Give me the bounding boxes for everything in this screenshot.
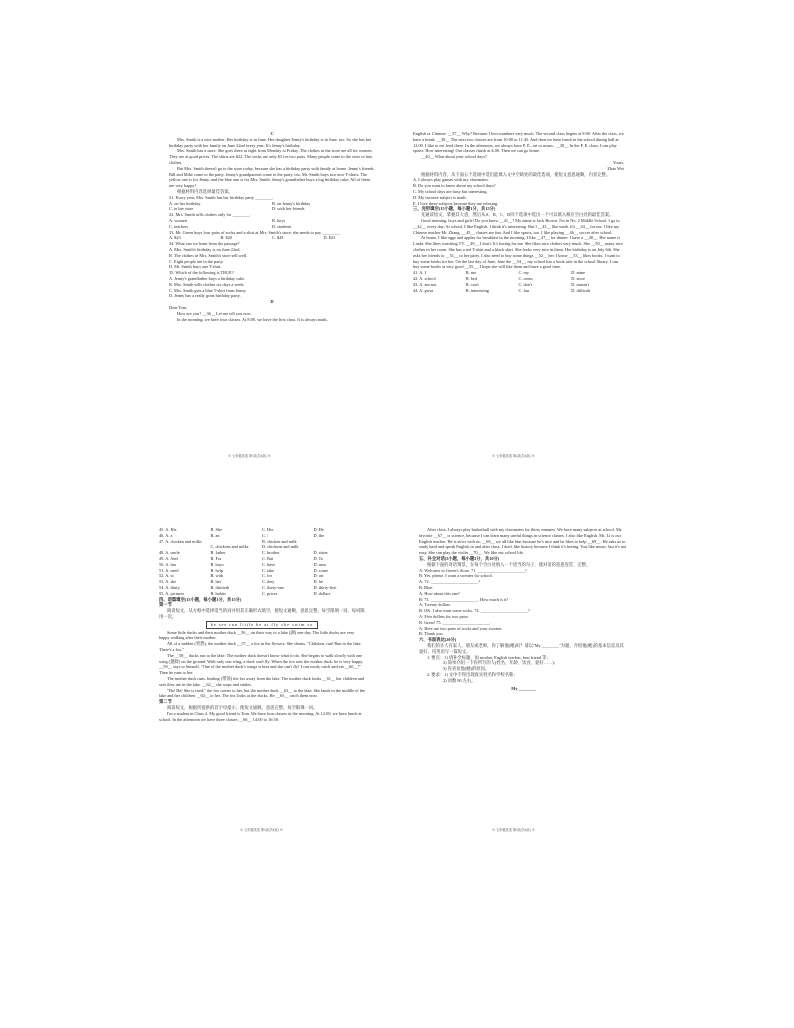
passage-paragraph: I'm a student in Class 4. My good friend is Tom. We have four classes in the morning. At 12:00, we have lunch at school. In the afternoon we have three classes __66__ 14:00 to 16:30.	[159, 710, 362, 722]
option: D. mine	[571, 270, 586, 276]
section-title: 六、书面表达(20分)	[419, 637, 457, 643]
option: B. on Jenny's birthday	[272, 200, 311, 206]
option: 48. A. uncle	[159, 550, 180, 556]
passage-paragraph: The mother duck runs, leading (带领) the fox away from the lake. The mother duck looks __61__ her children and sees they are in the lake. __62__ she stops and smiles.	[159, 675, 365, 687]
option: B. Do you want to know about my school days?	[413, 183, 496, 189]
letter-line: Dear Tom,	[169, 304, 188, 310]
option: D. he	[313, 579, 323, 585]
option: C. don't	[518, 281, 532, 287]
passage-paragraph: Mrs. Smith has a store. She goes there at eight from Monday to Friday. The clothes in the store are all for women. They are at good prices. The skirts are $22. The socks are only $3 for two pairs. Many people come to the store to buy clothes.	[169, 148, 373, 165]
instruction: 先通读短文，掌握其大意，然后从A、B、C、D四个选项中选出一个可以填入相应空白处的最佳答案。	[421, 212, 614, 218]
option: D. dollars	[313, 590, 331, 596]
requirement: 3) 你喜欢他(她)的原因。	[443, 666, 490, 672]
option: D. Mr. Smith buys one T-shirt.	[169, 264, 222, 270]
dialog-line: B: OK. I also want some socks. 74. ______________________?	[419, 608, 530, 614]
option: B. help	[210, 567, 223, 573]
requirement: 2) 简单介绍一下你所写的人(姓名、年龄、饮食、爱好……)；	[443, 660, 558, 666]
option: D. store	[571, 275, 585, 281]
option: 53. A. she	[159, 579, 177, 585]
passage-paragraph: After class, I always play basketball with my classmates for thirty minutes. We have many subjects at school. My favorite __67__ is science, because I can learn many useful things in science classes. I also like English. Mr. Li is our English teacher. He is strict with us, __68__ we all like him because he's nice and he likes to help __69__. He asks us to study hard and speak English in and after class. I don't like history because I think it's boring. You like music, but it's not easy. She can play the violin __70__. We like our school life.	[419, 527, 627, 556]
option: B. She	[210, 527, 222, 532]
passage-paragraph: The __58__ ducks run to the lake. The mother duck doesn't know what to do. She begins to walk slowly with one wing (翅膀) on the ground. With only one wing, a duck can't fly. When the fox sees the mother duck, he is very happy. __59__ says to himself, "One of the mother duck's wings is hurt and she can't fly! I can easily catch and eat __60__!" Then he runs to her.	[159, 652, 364, 676]
option: B. thirtieth	[210, 584, 230, 590]
option: B. me	[465, 270, 477, 276]
passage-paragraph: All of a sudden (突然), the mother duck __57__ a fox in the flowers. She shouts, "Children, run! Run to the lake. There's a fox."	[159, 641, 362, 652]
option: D. students	[272, 223, 292, 229]
option: D. with her friends	[272, 206, 305, 212]
option: 42. A. school	[413, 275, 436, 281]
requirement: 2. 要求：1) 文中不得出现真实姓名和学校名称；	[427, 671, 518, 677]
option: 47. A. chicken and milks	[159, 538, 202, 544]
option: 52. A. to	[159, 573, 174, 579]
option: 50. A. has	[159, 561, 177, 567]
passage-paragraph: At home, I like eggs and apples for breakfast in the morning. I like __47__ for dinner. I have a __48__. Her name is Linda. She likes watching TV. __49__ I don't. It's boring for me. She likes nice clothes very much. She __50__ many nice clothes in her room. She has a red T-shirt and a black skirt. She looks very nice in them. Her birthday is on July 6th. She asks her friends to __51__ to her party. I also need to buy some things __52__ her. I know __53__ likes books. I want to buy some books for her. On the last day of June, June the __54__, my school has a book sale in the school library. I can buy some books at very good __55__. I hope she will like them and have a good time.	[413, 235, 623, 270]
page-section-c	[169, 131, 375, 322]
option: A. Mrs. Smith's birthday is on June 22nd.	[169, 246, 241, 252]
option: C. prices	[262, 590, 278, 596]
dialog-line: B: Thank you.	[419, 631, 444, 637]
option: B. buys	[210, 561, 224, 567]
dialog-line: B: Great! 75. ______________________.	[419, 619, 491, 625]
option: D. My favorite subject is math.	[413, 194, 467, 200]
option: D. come	[313, 567, 329, 573]
instruction: 我们的亲人有家人、朋友或老师，你了解他(她)吗？请以"My ________"为题，介绍他(她)的基本信息及其爱好，用英语写一篇短文。	[419, 642, 624, 654]
option: 44. A. great	[413, 287, 434, 293]
option: C. thirty-one	[262, 584, 284, 590]
instruction: 根据材料内容，从下面五个选项中选出能填入文中空缺处的最佳选项，使短文意思通顺，内容完整。	[421, 171, 611, 177]
letter-paragraph: __40__ What about your school days?	[421, 154, 487, 160]
option: C. Mrs. Smith gets a blue T-shirt from Jenny.	[169, 287, 247, 293]
option: B. with	[210, 573, 224, 579]
choice-row	[413, 288, 624, 294]
option: B. boys	[272, 217, 286, 223]
option: D. thirty-first	[313, 584, 337, 590]
instruction: 阅读短文，从方框中选择适当的词并用其正确形式填空，使短文通顺，意思完整。每空限填一词，每词限用一次。	[159, 608, 365, 619]
question-stem: 33. Mr. Green buys four pairs of socks and a skirt at Mrs. Smith's store, she needs to pay ________.	[169, 229, 341, 235]
part-title: 第二节	[159, 699, 172, 705]
page-footer: ※ 七年级英语 第5页(共8页) ※	[240, 828, 283, 832]
option: 54. A. thirty	[159, 584, 180, 590]
option: B. $20	[220, 235, 232, 241]
option: B. For	[210, 555, 222, 561]
option: D. difficult	[571, 287, 591, 293]
question-stem: 35. Which of the following is TRUE?	[169, 270, 234, 276]
page-footer: ※ 七年级英语 第4页(共8页) ※	[492, 454, 535, 458]
passage-paragraph: Good morning, boys and girls! Do you know __41__? My name is Jack Brown. I'm in No. 2 Middle School. I go to __42__ every day. At school, I like English. I think it's interesting. But I __43__ like math. It's __44__ for me. I like my Chinese teacher Mr. Zhang. __45__ classes are fun. And I like sports, too. I like playing __46__ soccer after school.	[413, 217, 620, 235]
option: D. He	[313, 527, 324, 532]
option: C. $28	[272, 235, 284, 241]
word-box-row	[159, 621, 365, 629]
option: A. Jenny's grandfather buys a birthday cake.	[169, 275, 246, 281]
option: C. But	[262, 555, 274, 561]
option: 49. A. And	[159, 555, 178, 561]
instruction: 阅读短文，根据所提供的首字母提示，使短文通顺，意思完整。每空限填一词。	[167, 704, 318, 710]
option: D. To	[313, 555, 324, 561]
option: B. The clothes in Mrs. Smith's store sell well.	[169, 252, 248, 258]
option: D. on	[313, 573, 324, 579]
letter-signature: Zhao Wei	[607, 165, 624, 171]
page-writing	[419, 527, 628, 691]
section-c-heading: C	[270, 131, 274, 136]
option: B. can't	[465, 281, 479, 287]
dialog-line: A: How about this one?	[419, 590, 460, 596]
option: C. for	[262, 573, 273, 579]
option: B. chicken and milk	[262, 538, 297, 544]
option: A. women	[169, 217, 187, 223]
option: A. $23	[169, 235, 181, 241]
dialog-line: A: Here are two pairs of socks and your sweater.	[419, 625, 503, 631]
letter-line: In the morning, we have four classes. At 8:00, we have the first class. It is always math,	[177, 316, 328, 322]
dialog-line: B: 73. ______________________. How much is it?	[419, 596, 509, 602]
option: B. father	[210, 550, 226, 556]
section-title: 四、语篇填空(15小题，每小题1分，共15分)	[159, 596, 242, 602]
option: B. habits	[210, 590, 226, 596]
dialog-line: B: Blue.	[419, 584, 434, 590]
option: 45. A. His	[159, 527, 177, 532]
question-stem: 31. Every year, Mrs. Smith has her birthday party ________.	[169, 194, 274, 200]
section-title: 五、补全对话(5小题，每小题2分，共10分)	[419, 555, 500, 561]
option: D. runs	[313, 561, 327, 567]
page-cloze-cont	[159, 527, 365, 722]
option: C. teachers	[169, 223, 189, 229]
option: B. an	[210, 532, 220, 538]
option: D. Jenny has a really great birthday party.	[169, 293, 241, 299]
option: C. /	[262, 532, 269, 538]
option: D. $23	[323, 235, 336, 241]
option: C. Her	[262, 527, 274, 532]
dialog-line: B: Yes, please. I want a sweater for school.	[419, 573, 493, 579]
question-stem: 32. Mrs. Smith sells clothes only for ________.	[169, 212, 251, 218]
option: C. have	[262, 561, 276, 567]
passage-paragraph: Mrs. Smith is a nice mother. Her birthday is in June. Her daughter Jenny's birthday is in June, too. So she has her birthday party with her family on June 22nd every year. It's Jenny's birthday.	[169, 136, 372, 148]
option: B. bed	[465, 275, 477, 281]
passage-paragraph: Some little ducks and their mother duck __56__ on their way to a lake (湖) one day. The little ducks are very happy walking after their mother.	[159, 629, 355, 641]
option: C. my	[518, 270, 530, 276]
section-d-heading: D	[270, 299, 274, 305]
dialog-line: A: Welcome to Green's Store. 71. ______________________?	[419, 567, 527, 573]
page-footer: ※ 七年级英语 第3页(共8页) ※	[228, 454, 271, 458]
requirement: 2) 词数 80 左右。	[443, 677, 476, 683]
option: C. My school days are busy but interesting.	[413, 188, 488, 194]
option: 51. A. need	[159, 567, 179, 573]
word-box: be see run little he at fly she swim so	[206, 621, 319, 629]
letter-line: How are you? __36__ Let me tell you now.	[177, 310, 252, 316]
option-row	[169, 224, 375, 230]
option: A. on her birthday	[169, 200, 201, 206]
option: C. room	[518, 275, 533, 281]
dialog-line: A: Twenty dollars.	[419, 602, 451, 608]
passage-paragraph: "Ha! Ha! She is tired," the fox comes to her, but the mother duck __63__ to the lake. She lands in the middle of the lake and her children __64__ to her. The fox looks at the ducks. He __65__ catch them now.	[159, 687, 365, 699]
part-title: 第一节	[159, 602, 172, 608]
question-stem: 34. What can we learn from the passage?	[169, 241, 240, 247]
option: C. in her store	[169, 206, 194, 212]
option: D. the	[313, 532, 325, 538]
option: B. interesting	[465, 287, 489, 293]
choice-row	[159, 591, 365, 597]
page-section-d-cont	[413, 131, 624, 293]
option: 41. A. I	[413, 270, 426, 276]
instruction: 根据下面的对话情景，在每个空白处填入一个适当的句子，使对话的意思连贯、完整。	[427, 561, 591, 567]
dialog-line: A: Five dollars for two pairs.	[419, 613, 469, 619]
option: B. her	[210, 579, 222, 585]
letter-paragraph: English or Chinese. __37__ Why? Because I love numbers very much. The second class begins at 9:00. After the class, we have a break. __38__ The next two classes are from 10:00 to 11:45. And then we have lunch in the school dining hall at 12:00. I like to eat food there. In the afternoon, we always have P. E., art or music. __39__ In the P. E. class, I can play sports. How interesting! Our classes finish at 4:00. Then we can go home.	[413, 131, 624, 154]
option: D. sister	[313, 550, 328, 556]
option: B. Mrs. Smith sells clothes six days a week.	[169, 281, 245, 287]
passage-paragraph: But Mrs. Smith doesn't go to the store today, because she has a birthday party with family at home. Jenny's friends Bill and Mike come to the party. Jenny's grandparents come to the party, too. Mr. Smith buys two nice T-shirts. The yellow one is for Jenny, and the blue one is for Mrs. Smith. Jenny's grandfather buys a big birthday cake. All of them are very happy!	[169, 165, 374, 189]
option: 46. A. a	[159, 532, 173, 538]
dialog-line: A: 72. ______________________?	[419, 579, 480, 585]
option: 55. A. pictures	[159, 590, 185, 596]
option: C. they	[262, 579, 275, 585]
option: C. fun	[518, 287, 530, 293]
instruction: 根据材料内容选择最佳答案。	[177, 188, 233, 194]
section-title: 三、完形填空(15小题，每小题1分，共15分)	[413, 206, 496, 212]
option: E. I love these subjects because they are relaxing.	[413, 200, 499, 206]
option: C. chickens and milks	[210, 544, 249, 550]
letter-signoff: Yours,	[612, 159, 624, 165]
option: C. take	[262, 567, 275, 573]
essay-title: My ________	[511, 685, 536, 691]
option: 43. A. am not	[413, 281, 437, 287]
option: D. chickens and milk	[262, 544, 299, 550]
page-footer: ※ 七年级英语 第6页(共8页) ※	[492, 828, 535, 832]
option: C. Eight people are in the party.	[169, 258, 224, 264]
requirement: 1. 要点：1) 请补全标题，如 mother, English teacher, best friend 等；	[427, 654, 551, 660]
option: C. brother	[262, 550, 280, 556]
option: D. mustn't	[571, 281, 589, 287]
option: A. I always play games with my classmates.	[413, 177, 490, 183]
